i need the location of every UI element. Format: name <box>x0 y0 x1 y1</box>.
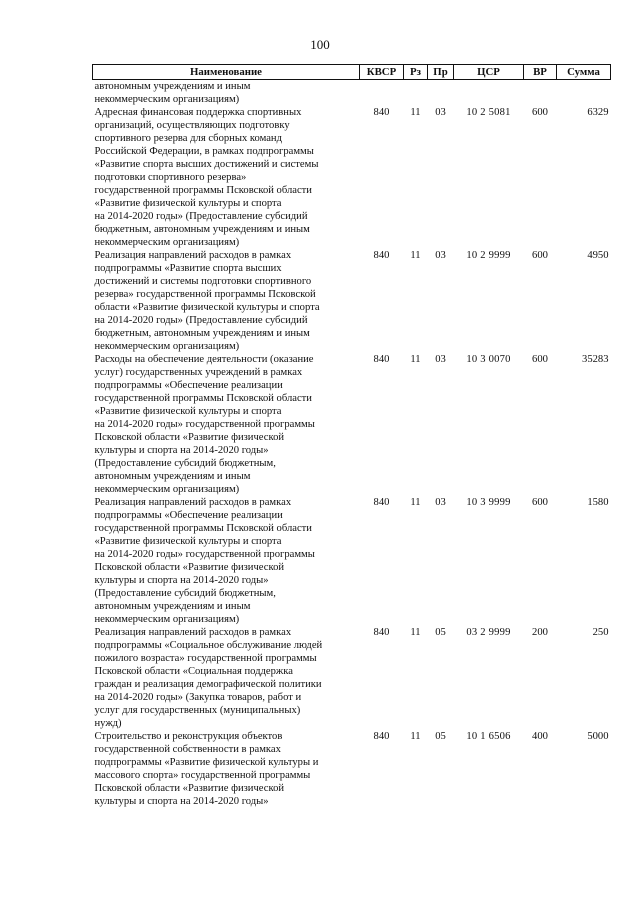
table-row <box>93 730 611 808</box>
table-row <box>93 80 611 107</box>
cell-pr: 03 <box>435 250 446 261</box>
cell-kvsr: 840 <box>373 354 390 365</box>
cell-vr: 600 <box>532 497 548 508</box>
cell-csr: 10 3 9999 <box>466 497 511 508</box>
header-rz: Рз <box>404 65 428 80</box>
header-kvsr: КВСР <box>360 65 404 80</box>
cell-sum: 5000 <box>587 731 609 742</box>
cell-pr <box>428 80 454 107</box>
budget-table <box>92 64 611 808</box>
table-header <box>93 65 611 80</box>
cell-name: Реализация направлений расходов в рамках подпрограммы «Обеспечение реализации государственной программы Псковской области «Развитие физической культуры и спорта на 2014-2020 годы» государственной программы Псковской области «Развитие физической культуры и спорта на 2014-2020 годы» (Предоставление субсидий бюджетным, автономным учреждениям и иным некоммерческим организациям) <box>94 497 315 625</box>
cell-sum <box>557 80 611 107</box>
cell-vr: 400 <box>532 731 548 742</box>
table-row <box>93 626 611 730</box>
table-row <box>93 353 611 496</box>
cell-vr: 200 <box>532 627 548 638</box>
cell-vr: 600 <box>532 250 548 261</box>
table-row <box>93 496 611 626</box>
cell-kvsr: 840 <box>373 497 390 508</box>
cell-pr: 05 <box>435 731 446 742</box>
cell-pr: 03 <box>435 107 446 118</box>
cell-vr: 600 <box>532 107 548 118</box>
cell-rz <box>404 80 428 107</box>
table-body <box>93 80 611 809</box>
cell-vr <box>524 80 557 107</box>
cell-csr: 10 2 5081 <box>466 107 511 118</box>
header-name: Наименование <box>93 65 360 80</box>
cell-csr <box>454 80 524 107</box>
cell-kvsr: 840 <box>373 107 390 118</box>
cell-kvsr: 840 <box>373 731 390 742</box>
cell-sum: 35283 <box>582 354 609 365</box>
cell-name: Реализация направлений расходов в рамках подпрограммы «Социальное обслуживание людей пожилого возраста» государственной программы Псковской области «Социальная поддержка граждан и реализация демографической политики на 2014-2020 годы» (Закупка товаров, работ и услуг для государственных (муниципальных) нужд) <box>94 627 323 729</box>
cell-kvsr: 840 <box>373 250 390 261</box>
cell-sum: 6329 <box>587 107 609 118</box>
cell-rz: 11 <box>410 497 421 508</box>
header-pr: Пр <box>428 65 454 80</box>
cell-sum: 4950 <box>587 250 609 261</box>
cell-kvsr <box>360 80 404 107</box>
cell-rz: 11 <box>410 731 421 742</box>
cell-pr: 03 <box>435 497 446 508</box>
cell-csr: 10 3 0070 <box>466 354 511 365</box>
cell-name: Расходы на обеспечение деятельности (оказание услуг) государственных учреждений в рамках подпрограммы «Обеспечение реализации государственной программы Псковской области «Развитие физической культуры и спорта на 2014-2020 годы» государственной программы Псковской области «Развитие физической культуры и спорта на 2014-2020 годы» (Предоставление субсидий бюджетным, автономным учреждениям и иным некоммерческим организациям) <box>94 354 315 495</box>
cell-kvsr: 840 <box>373 627 390 638</box>
cell-csr: 10 1 6506 <box>466 731 511 742</box>
cell-sum: 1580 <box>587 497 609 508</box>
cell-csr: 03 2 9999 <box>466 627 511 638</box>
table-row <box>93 106 611 249</box>
cell-name: Строительство и реконструкция объектов государственной собственности в рамках подпрограммы «Развитие физической культуры и массового спорта» государственной программы Псковской области «Развитие физической культуры и спорта на 2014-2020 годы» <box>94 731 319 807</box>
cell-pr: 05 <box>435 627 446 638</box>
header-vr: ВР <box>524 65 557 80</box>
cell-sum: 250 <box>592 627 609 638</box>
cell-name: Адресная финансовая поддержка спортивных организаций, осуществляющих подготовку спортивного резерва для сборных команд Российской Федерации, в рамках подпрограммы «Развитие спорта высших достижений и системы подготовки спортивного резерва» государственной программы Псковской области «Развитие физической культуры и спорта на 2014-2020 годы» (Предоставление субсидий бюджетным, автономным учреждениям и иным некоммерческим организациям) <box>94 107 319 248</box>
header-sum: Сумма <box>557 65 611 80</box>
cell-rz: 11 <box>410 627 421 638</box>
cell-name: Реализация направлений расходов в рамках подпрограммы «Развитие спорта высших достижений и системы подготовки спортивного резерва» государственной программы Псковской области «Развитие физической культуры и спорта на 2014-2020 годы» (Предоставление субсидий бюджетным, автономным учреждениям и иным некоммерческим организациям) <box>94 250 320 352</box>
cell-csr: 10 2 9999 <box>466 250 511 261</box>
cell-vr: 600 <box>532 354 548 365</box>
cell-name: автономным учреждениям и иным некоммерческим организациям) <box>94 81 251 105</box>
cell-rz: 11 <box>410 250 421 261</box>
header-csr: ЦСР <box>454 65 524 80</box>
table-row <box>93 249 611 353</box>
cell-pr: 03 <box>435 354 446 365</box>
cell-rz: 11 <box>410 354 421 365</box>
cell-rz: 11 <box>410 107 421 118</box>
page-number: 100 <box>310 37 330 52</box>
